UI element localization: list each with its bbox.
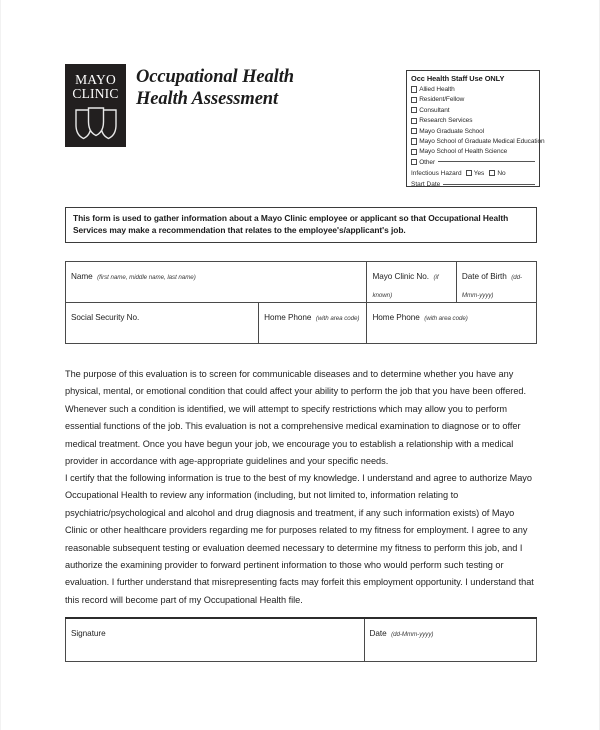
logo-word-clinic: CLINIC [72, 86, 119, 101]
field-label-date: Date [369, 629, 387, 638]
field-hint-home-phone: (with area code) [315, 315, 360, 322]
start-date-row [411, 179, 535, 190]
checkbox-consultant[interactable] [411, 107, 417, 113]
other-write-in-line[interactable] [438, 161, 535, 162]
checkbox-label-mayo-school-graduate-medical-education: Mayo School of Graduate Medical Education [419, 137, 545, 145]
checkbox-other[interactable] [411, 159, 417, 165]
checkbox-row-mayo-school-health-science[interactable] [411, 147, 535, 157]
checkbox-label-mayo-graduate-school: Mayo Graduate School [419, 127, 485, 135]
certification-paragraph-block [65, 470, 535, 623]
field-label-mayo-clinic-no: Mayo Clinic No. [372, 272, 430, 281]
checkbox-row-mayo-school-graduate-medical-education[interactable] [411, 136, 545, 146]
checkbox-row-research-services[interactable] [411, 116, 535, 126]
field-hint-name: (first name, middle name, last name) [97, 274, 196, 281]
field-hint-home-phone-2: (with area code) [424, 315, 468, 322]
checkbox-label-allied-health: Allied Health [419, 86, 455, 93]
checkbox-research-services[interactable] [411, 118, 417, 124]
field-cell-signature[interactable] [66, 618, 365, 662]
checkbox-mayo-school-health-science[interactable] [411, 149, 417, 155]
field-hint-mayo-clinic-no: (if known) [372, 274, 439, 299]
field-cell-mayo-clinic-no[interactable] [367, 262, 456, 303]
field-label-signature: Signature [71, 629, 106, 638]
title-line-1: Occupational Health [136, 67, 294, 87]
form-purpose-notice [65, 207, 537, 243]
checkbox-row-consultant[interactable] [411, 105, 535, 115]
notice-text: This form is used to gather information about a Mayo Clinic employee or applicant so that Occupational Health Services may make a recommendation that relates to the employee's/applicant's job. [73, 213, 509, 235]
checkbox-row-mayo-graduate-school[interactable] [411, 126, 535, 136]
field-label-date-of-birth: Date of Birth [461, 272, 507, 281]
logo-word-mayo: MAYO [75, 72, 116, 87]
field-cell-date[interactable] [364, 618, 537, 662]
checkbox-row-allied-health[interactable] [411, 85, 535, 95]
checkbox-row-resident-fellow[interactable] [411, 95, 535, 105]
infectious-hazard-row [411, 168, 535, 178]
checkbox-label-mayo-school-health-science: Mayo School of Health Science [419, 148, 508, 156]
certification-paragraph: I certify that the following information is true to the best of my knowledge. I understand and agree to authorize Mayo Occupational Health to review any information (including, but not limited to, information relating to psychiatric/psychological and alcohol and drug diagnosis and treatment, if any such information exists) of Mayo Clinic or other healthcare providers regarding me for purposes related to my fitness for employment. I agree to any reasonable subsequent testing or evaluation deemed necessary to determine my fitness to perform this job, and I authorize the examining provider to forward pertinent information to those who would perform such testing or evaluation. I further understand that misrepresenting facts may forfeit this employment opportunity. I understand that this record will become part of my Occupational Health file. [65, 473, 534, 605]
field-hint-date: (dd-Mmm-yyyy) [391, 631, 434, 638]
infectious-hazard-label: Infectious Hazard [411, 169, 462, 177]
start-date-label: Start Date [411, 181, 441, 189]
infectious-hazard-yes-option[interactable] [466, 170, 485, 177]
field-hint-date-of-birth: (dd-Mmm-yyyy) [461, 274, 523, 299]
checkbox-label-no: No [497, 169, 506, 177]
checkbox-label-resident-fellow: Resident/Fellow [419, 96, 465, 104]
field-cell-home-phone[interactable] [259, 303, 367, 344]
checkbox-resident-fellow[interactable] [411, 97, 417, 103]
checkbox-infectious-hazard-no[interactable] [489, 170, 495, 176]
staff-box-title: Occ Health Staff Use ONLY [411, 74, 505, 83]
start-date-write-in-line[interactable] [443, 184, 535, 185]
field-label-social-security-no: Social Security No. [71, 313, 140, 322]
field-label-home-phone-2: Home Phone [372, 313, 420, 322]
field-label-home-phone: Home Phone [264, 313, 312, 322]
checkbox-label-other: Other [419, 158, 436, 166]
purpose-paragraph-block [65, 366, 535, 484]
document-header [65, 64, 545, 194]
field-cell-home-phone-2[interactable] [367, 303, 537, 344]
checkbox-mayo-graduate-school[interactable] [411, 128, 417, 134]
checkbox-label-research-services: Research Services [419, 117, 473, 125]
table-row [66, 618, 537, 662]
occ-health-staff-use-box [406, 70, 545, 189]
purpose-paragraph: The purpose of this evaluation is to screen for communicable diseases and to determine whether you have any physical, mental, or emotional condition that could affect your ability to perform the job that you have been offered. Whenever such a condition is identified, we will attempt to specify restrictions which may allow you to perform essential functions of the job. This evaluation is not a comprehensive medical examination to diagnose or to offer medical treatment. Once you have begun your job, we encourage you to establish a relationship with a medical provider in accordance with age-appropriate guidelines and your specific needs. [65, 369, 527, 467]
table-row [66, 262, 537, 303]
checkbox-label-consultant: Consultant [419, 106, 450, 114]
mayo-shields-icon [65, 107, 126, 141]
field-cell-date-of-birth[interactable] [456, 262, 536, 303]
checkbox-label-yes: Yes [473, 169, 485, 177]
infectious-hazard-no-option[interactable] [489, 170, 505, 177]
checkbox-allied-health[interactable] [411, 86, 417, 92]
field-label-name: Name [71, 272, 93, 281]
title-line-2: Health Assessment [136, 89, 279, 109]
table-row [66, 303, 537, 344]
checkbox-mayo-school-graduate-medical-education[interactable] [411, 138, 417, 144]
mayo-clinic-logo [65, 64, 126, 147]
checkbox-infectious-hazard-yes[interactable] [466, 170, 472, 176]
page-title [136, 66, 376, 110]
field-cell-social-security-no[interactable] [66, 303, 259, 344]
signature-fields-table [65, 617, 537, 662]
checkbox-row-other[interactable] [411, 157, 535, 167]
identity-fields-table [65, 261, 537, 344]
field-cell-name[interactable] [66, 262, 367, 303]
